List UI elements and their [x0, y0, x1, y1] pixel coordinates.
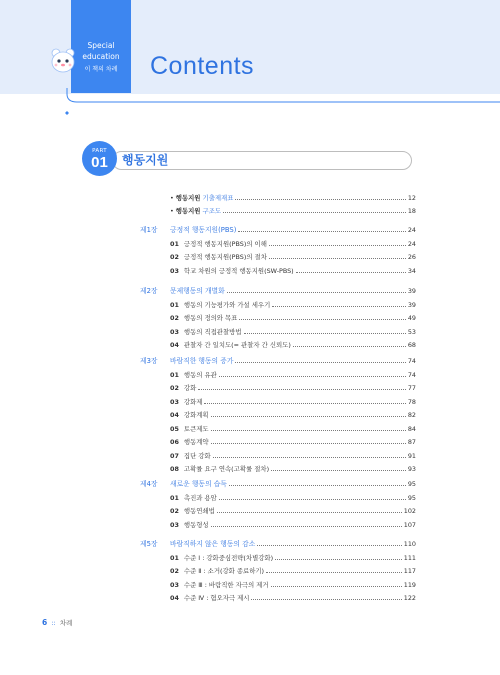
toc-item-row[interactable] [140, 505, 416, 517]
item-title: 수준 Ⅰ : 강화중심전략(차별강화) [183, 553, 274, 562]
intro-accent-text: 구조도 [202, 207, 222, 215]
page-number: 110 [403, 540, 416, 548]
chapter-title: 새로운 행동의 습득 [170, 480, 227, 488]
mascot-icon [48, 46, 78, 76]
toc-item-row[interactable] [140, 492, 416, 504]
page-number: 24 [407, 239, 416, 248]
page-number: 39 [407, 300, 416, 309]
footer-page-number: 6 [42, 618, 48, 627]
dot-leader [217, 512, 402, 513]
page-number: 49 [407, 314, 416, 322]
section-tab [71, 0, 131, 93]
page-number: 107 [403, 520, 416, 529]
dot-leader [269, 258, 406, 259]
bullet-icon: • [170, 207, 174, 215]
toc-item-row[interactable] [140, 579, 416, 591]
dot-leader [238, 231, 405, 232]
item-number: 04 [170, 411, 179, 419]
page-title: Contents [150, 52, 255, 80]
item-title: 행동의 정의와 목표 [183, 314, 238, 322]
page-number: 53 [407, 327, 416, 336]
item-number: 01 [170, 370, 179, 379]
page-number: 91 [407, 451, 416, 460]
toc-item-row[interactable] [140, 450, 416, 462]
toc-item-row[interactable] [140, 463, 416, 475]
item-title: 긍정적 행동지원(PBS)의 절차 [183, 253, 267, 261]
item-number: 03 [170, 580, 179, 589]
part-label: PART [92, 148, 107, 154]
page-number: 34 [407, 266, 416, 275]
item-title: 강화제 [183, 397, 203, 406]
item-title: 촉진과 용암 [183, 493, 217, 502]
chapter-title: 문제행동의 개별화 [170, 287, 225, 295]
toc-chapter-row[interactable] [140, 355, 416, 367]
toc-item-row[interactable] [140, 369, 416, 381]
dot-leader [293, 346, 406, 347]
page-number: 68 [407, 341, 416, 349]
page-number: 122 [403, 594, 416, 602]
chapter-title: 바람직하지 않은 행동의 감소 [170, 540, 256, 548]
footer-separator: :: [51, 619, 56, 627]
chapter-label: 제4장 [140, 480, 158, 488]
toc-intro-row[interactable] [140, 192, 416, 204]
item-number: 02 [170, 384, 179, 392]
bullet-icon: • [170, 194, 174, 202]
dot-leader [257, 545, 402, 546]
toc-item-row[interactable] [140, 519, 416, 531]
item-number: 03 [170, 520, 179, 529]
toc-item-row[interactable] [140, 436, 416, 448]
toc-item-row[interactable] [140, 326, 416, 338]
dot-leader [219, 376, 406, 377]
page-footer [42, 618, 72, 627]
part-number: 01 [91, 154, 108, 171]
dot-leader [296, 272, 406, 273]
dot-leader [223, 212, 406, 213]
tab-subtitle: 이 책의 차례 [84, 66, 118, 73]
toc-chapter-row[interactable] [140, 538, 416, 550]
item-number: 01 [170, 300, 179, 309]
page-number: 93 [407, 465, 416, 473]
tab-title-line1: Special [87, 41, 115, 50]
page-number: 39 [407, 287, 416, 295]
item-title: 관찰자 간 일치도(= 관찰자 간 신뢰도) [183, 341, 291, 349]
page-number: 119 [403, 580, 416, 589]
item-title: 수준 Ⅳ : 혐오자극 제시 [183, 594, 250, 602]
dot-leader [213, 457, 406, 458]
dot-leader [271, 586, 402, 587]
dot-leader [272, 306, 406, 307]
item-title: 행동형성 [183, 520, 209, 529]
toc-item-row[interactable] [140, 382, 416, 394]
toc-item-row[interactable] [140, 265, 416, 277]
item-number: 05 [170, 424, 179, 433]
intro-bold-text: 행동지원 [175, 207, 201, 215]
item-title: 행동의 직접관찰방법 [183, 327, 242, 336]
item-number: 07 [170, 451, 179, 460]
part-title: 행동지원 [122, 153, 169, 167]
item-number: 04 [170, 594, 179, 602]
chapter-label: 제3장 [140, 357, 158, 365]
chapter-label: 제2장 [140, 287, 158, 295]
toc-item-row[interactable] [140, 565, 416, 577]
dot-leader [211, 416, 406, 417]
page-number: 82 [407, 411, 416, 419]
page-number: 84 [407, 424, 416, 433]
page-number: 12 [407, 194, 416, 202]
tab-title-line2: education [82, 52, 120, 61]
item-number: 02 [170, 253, 179, 261]
toc-item-row[interactable] [140, 423, 416, 435]
dot-leader [271, 470, 406, 471]
toc-item-row[interactable] [140, 339, 416, 351]
toc-chapter-row[interactable] [140, 285, 416, 297]
page-number: 78 [407, 397, 416, 406]
item-number: 03 [170, 327, 179, 336]
item-title: 행동의 기능평가와 가설 세우기 [183, 300, 271, 309]
toc-item-row[interactable] [140, 299, 416, 311]
item-title: 고확률 요구 연속(고확률 절차) [183, 465, 270, 473]
chapter-title: 바람직한 행동의 증가 [170, 357, 234, 365]
toc-intro-row[interactable] [140, 205, 416, 217]
item-number: 06 [170, 438, 179, 446]
item-number: 02 [170, 567, 179, 575]
item-number: 03 [170, 397, 179, 406]
item-number: 04 [170, 341, 179, 349]
dot-leader [235, 199, 405, 200]
dot-leader [229, 485, 406, 486]
dot-leader [219, 499, 406, 500]
dot-leader [275, 559, 402, 560]
toc-item-row[interactable] [140, 396, 416, 408]
toc-item-row[interactable] [140, 312, 416, 324]
decorative-curve [55, 88, 500, 118]
item-number: 03 [170, 266, 179, 275]
footer-label: 차례 [59, 619, 73, 627]
toc-item-row[interactable] [140, 251, 416, 263]
dot-leader [269, 245, 406, 246]
page-number: 74 [407, 357, 416, 365]
item-number: 02 [170, 507, 179, 515]
item-title: 수준 Ⅲ : 바람직한 자극의 제거 [183, 580, 269, 589]
item-title: 행동의 유관 [183, 370, 217, 379]
item-title: 강화 [183, 384, 197, 392]
chapter-label: 제5장 [140, 540, 158, 548]
item-number: 08 [170, 465, 179, 473]
item-title: 수준 Ⅱ : 소거(강화 종료하기) [183, 567, 265, 575]
part-badge [82, 141, 117, 176]
page-number: 77 [407, 384, 416, 392]
page-number: 111 [403, 553, 416, 562]
page-number: 95 [407, 480, 416, 488]
dot-leader [251, 599, 401, 600]
page-number: 26 [407, 253, 416, 261]
item-title: 행동연쇄법 [183, 507, 215, 515]
dot-leader [235, 362, 405, 363]
toc-item-row[interactable] [140, 238, 416, 250]
item-number: 01 [170, 493, 179, 502]
item-title: 긍정적 행동지원(PBS)의 이해 [183, 239, 267, 248]
toc-chapter-row[interactable] [140, 478, 416, 490]
item-title: 학교 차원의 긍정적 행동지원(SW-PBS) [183, 266, 294, 275]
item-number: 02 [170, 314, 179, 322]
item-title: 행동계약 [183, 438, 209, 446]
dot-leader [266, 572, 402, 573]
dot-leader [211, 430, 406, 431]
toc-chapter-row[interactable] [140, 224, 416, 236]
dot-leader [244, 333, 406, 334]
dot-leader [198, 389, 406, 390]
page-number: 18 [407, 207, 416, 215]
page-number: 102 [403, 507, 416, 515]
page-number: 95 [407, 493, 416, 502]
intro-bold-text: 행동지원 [175, 194, 201, 202]
dot-leader [239, 319, 406, 320]
intro-accent-text: 기출제재표 [202, 194, 234, 202]
dot-leader [227, 292, 406, 293]
dot-leader [204, 403, 405, 404]
item-title: 강화계획 [183, 411, 209, 419]
page-number: 24 [407, 226, 416, 234]
toc-item-row[interactable] [140, 592, 416, 604]
page-number: 74 [407, 370, 416, 379]
item-title: 토큰제도 [183, 424, 209, 433]
chapter-label: 제1장 [140, 226, 158, 234]
page-number: 87 [407, 438, 416, 446]
chapter-title: 긍정적 행동지원(PBS) [170, 226, 237, 234]
toc-item-row[interactable] [140, 409, 416, 421]
item-number: 01 [170, 553, 179, 562]
item-number: 01 [170, 239, 179, 248]
dot-leader [211, 526, 402, 527]
item-title: 집단 강화 [183, 451, 211, 460]
dot-leader [211, 443, 406, 444]
toc-item-row[interactable] [140, 552, 416, 564]
page-number: 117 [403, 567, 416, 575]
